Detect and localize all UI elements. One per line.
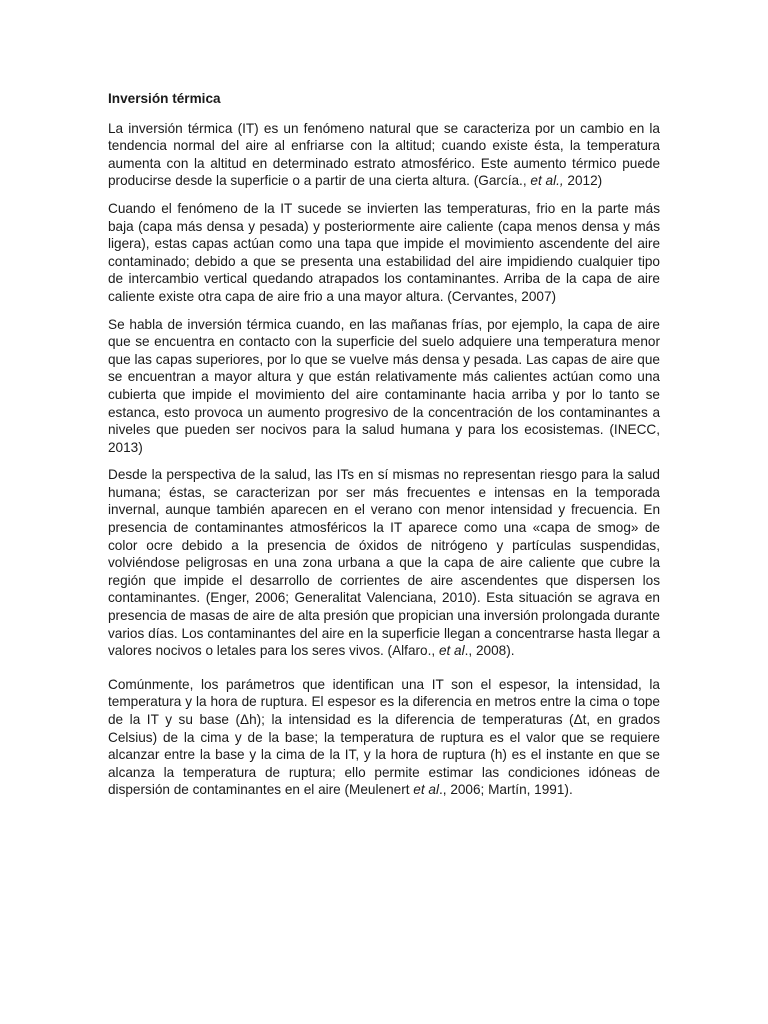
paragraph-text: Cuando el fenómeno de la IT sucede se invierten las temperaturas, frio en la parte más baja (capa más densa y pesada) y posteriormente aire caliente (capa menos densa y más ligera), estas capas actúan como una tapa que impide el movimiento ascendente del aire contaminado; debido a que se presenta una estabilidad del aire impidiendo cualquier tipo de intercambio vertical quedando atrapados los contaminantes. Arriba de la capa de aire caliente existe otra capa de aire frio a una mayor altura. (Cervantes, 2007) xyxy=(108,200,660,304)
paragraph-text: Comúnmente, los parámetros que identifican una IT son el espesor, la intensidad, la temperatura y la hora de ruptura. El espesor es la diferencia en metros entre la cima o tope de la IT y su base (Δh); la intensidad es la diferencia de temperaturas (Δt, en grados Celsius) de la cima y de la base; la temperatura de ruptura es el valor que se requiere alcanzar entre la base y la cima de la IT, y la hora de ruptura (h) es el instante en que se alcanza la temperatura de ruptura; ello permite estimar las condiciones idóneas de dispersión de contaminantes en el aire (Meulenert xyxy=(108,676,660,798)
paragraph-cold-mornings xyxy=(108,316,660,457)
paragraph-text: Desde la perspectiva de la salud, las ITs en sí mismas no representan riesgo para la salud humana; éstas, se caracterizan por ser más frecuentes e intensas en la temporada invernal, aunque también aparecen en el verano con menor intensidad y frecuencia. En presencia de contaminantes atmosféricos la IT aparece como una «capa de smog» de color ocre debido a la presencia de óxidos de nitrógeno y partículas suspendidas, volviéndose peligrosas en una zona urbana a que la capa de aire caliente que cubre la región que impide el desarrollo de corrientes de aire ascendentes que dispersen los contaminantes. (Enger, 2006; Generalitat Valenciana, 2010). Esta situación se agrava en presencia de masas de aire de alta presión que propician una inversión prolongada durante varios días. Los contaminantes del aire en la superficie llegan a concentrarse hasta llegar a valores nocivos o letales para los seres vivos. (Alfaro., xyxy=(108,467,660,659)
paragraph-parameters xyxy=(108,676,660,799)
citation-year: 2012) xyxy=(563,173,603,189)
paragraph-definition xyxy=(108,120,660,190)
paragraph-text: Se habla de inversión térmica cuando, en las mañanas frías, por ejemplo, la capa de aire que se encuentra en contacto con la superficie del suelo adquiere una temperatura menor que las capas superiores, por lo que se vuelve más densa y pesada. Las capas de aire que se encuentran a mayor altura y que están relativamente más calientes actúan como una cubierta que impide el movimiento del aire contaminante hacia arriba y por lo tanto se estanca, esto provoca un aumento progresivo de la concentración de los contaminantes a niveles que pueden ser nocivos para la salud humana y para los ecosistemas. (INECC, 2013) xyxy=(108,316,660,455)
citation-et-al: et al xyxy=(438,643,465,659)
paragraph-health xyxy=(108,466,660,660)
paragraph-phenomenon xyxy=(108,200,660,306)
paragraph-text: La inversión térmica (IT) es un fenómeno natural que se caracteriza por un cambio en la tendencia normal del aire al enfriarse con la altitud; cuando existe ésta, la temperatura aumenta con la altitud en determinado estrato atmosférico. Este aumento térmico puede producirse desde la superficie o a partir de una cierta altura. (García., xyxy=(108,120,660,189)
citation-et-al: et al., xyxy=(530,173,564,189)
document-page xyxy=(108,90,660,809)
citation-year: ., 2006; Martín, 1991). xyxy=(438,782,573,798)
document-title: Inversión térmica xyxy=(108,91,221,106)
citation-year: ., 2008). xyxy=(464,643,515,659)
citation-et-al: et al xyxy=(413,782,439,798)
